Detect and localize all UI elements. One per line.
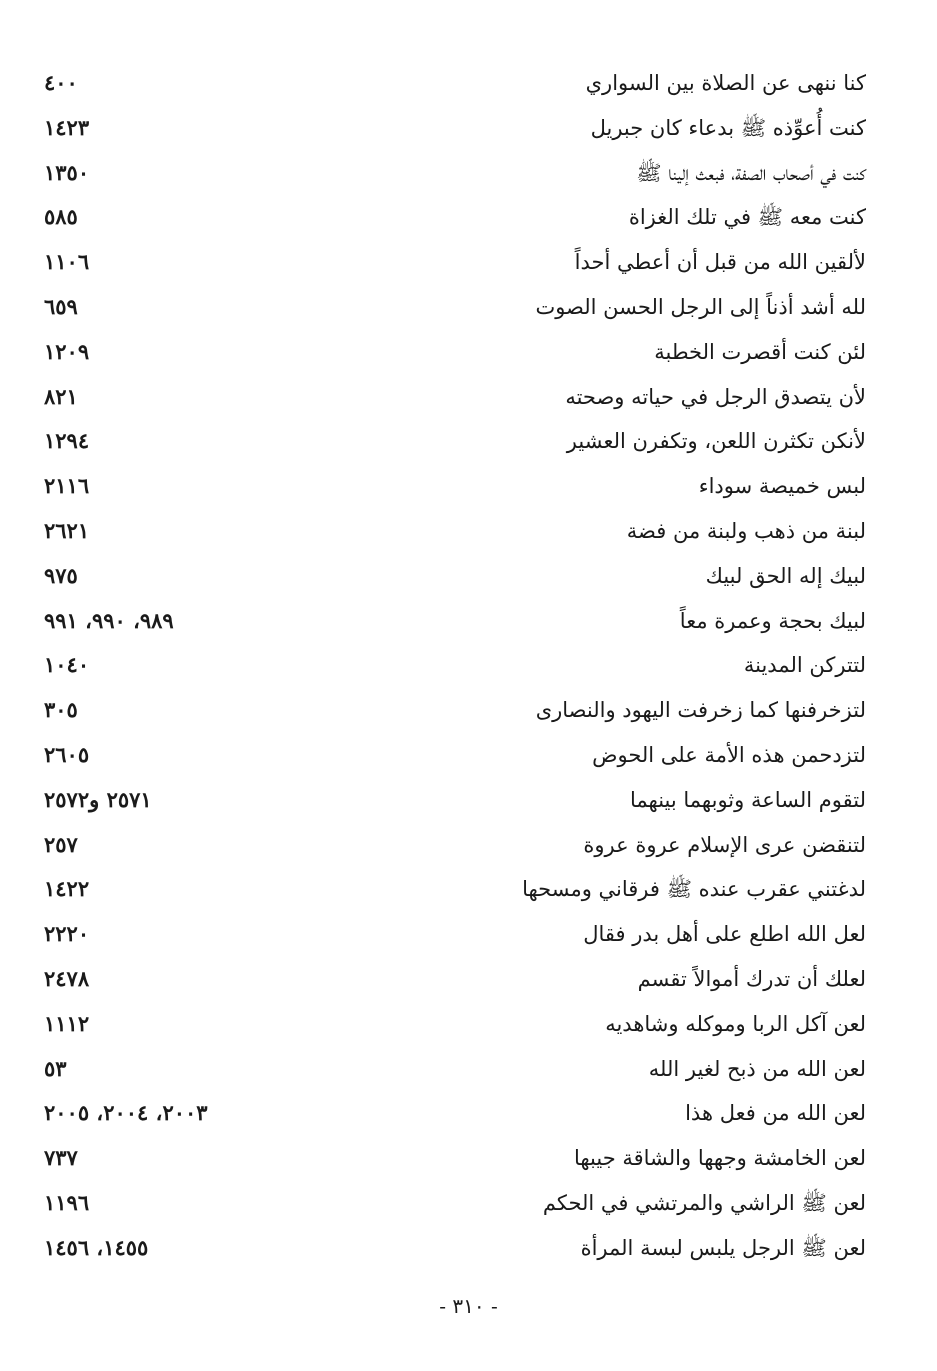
hadith-text: لتتركن المدينة <box>743 653 866 678</box>
index-entry <box>44 734 870 779</box>
hadith-number: ٧٣٧ <box>44 1145 78 1171</box>
hadith-text: لتزدحمن هذه الأمة على الحوض <box>592 742 866 767</box>
hadith-text: لعن ﷺ الراشي والمرتشي في الحكم <box>542 1190 866 1215</box>
hadith-number: ١٢٠٩ <box>44 338 90 364</box>
hadith-text: لدغتني عقرب عنده ﷺ فرقاني ومسحها <box>522 877 866 902</box>
index-entry <box>44 1227 870 1272</box>
hadith-number: ١١٩٦ <box>44 1189 90 1215</box>
hadith-text: لعن الله من ذبح لغير الله <box>648 1056 866 1081</box>
hadith-text: لتقوم الساعة وثوبهما بينهما <box>629 787 866 812</box>
page-number: - ٣١٠ - <box>439 1294 498 1318</box>
index-entry <box>44 555 870 600</box>
hadith-number: ٨٢١ <box>44 383 78 409</box>
hadith-text: لبس خميصة سوداء <box>698 474 866 499</box>
hadith-number: ١٠٤٠ <box>44 652 90 678</box>
hadith-number: ١٤٢٢ <box>44 876 90 902</box>
hadith-number: ١٤٢٣ <box>44 114 90 140</box>
index-entry <box>44 376 870 421</box>
hadith-text: لعن الخامشة وجهها والشاقة جيبها <box>573 1146 866 1171</box>
index-entry <box>44 644 870 689</box>
index-entry <box>44 779 870 824</box>
hadith-number: ٦٥٩ <box>44 293 78 319</box>
hadith-number: ٢٥٧١ و٢٥٧٢ <box>44 786 152 812</box>
hadith-number: ٩٨٩، ٩٩٠، ٩٩١ <box>44 607 174 633</box>
hadith-text: لتزخرفنها كما زخرفت اليهود والنصارى <box>535 698 866 723</box>
hadith-text: لعل الله اطلع على أهل بدر فقال <box>583 922 866 947</box>
hadith-text: لعن الله من فعل هذا <box>685 1101 866 1126</box>
index-entry <box>44 1092 870 1137</box>
index-entry <box>44 600 870 645</box>
hadith-number: ٢٤٧٨ <box>44 965 90 991</box>
index-entry <box>44 510 870 555</box>
hadith-number: ٢٠٠٣، ٢٠٠٤، ٢٠٠٥ <box>44 1100 208 1126</box>
hadith-number: ٩٧٥ <box>44 562 78 588</box>
hadith-number: ١٢٩٤ <box>44 428 90 454</box>
hadith-text: لألقين الله من قبل أن أعطي أحداً <box>574 250 866 275</box>
index-entry <box>44 196 870 241</box>
hadith-text: لأن يتصدق الرجل في حياته وصحته <box>565 384 866 409</box>
hadith-text: لله أشد أذناً إلى الرجل الحسن الصوت <box>535 294 866 319</box>
hadith-number: ١٣٥٠ <box>44 159 90 185</box>
index-entry <box>44 913 870 958</box>
hadith-text: كنت أُعوِّذه ﷺ بدعاء كان جبريل <box>590 115 866 140</box>
hadith-number: ٤٠٠ <box>44 70 78 95</box>
hadith-text: كنت في أصحاب الصفة، فبعث إلينا ﷺ <box>636 160 866 185</box>
hadith-text: لعلك أن تدرك أموالاً تقسم <box>637 966 866 991</box>
index-entry <box>44 62 870 107</box>
hadith-number: ٢٢٢٠ <box>44 921 90 947</box>
index-entry <box>44 868 870 913</box>
index-entry <box>44 107 870 152</box>
index-entry <box>44 824 870 869</box>
hadith-number: ٣٠٥ <box>44 697 78 723</box>
hadith-number: ٢٦٠٥ <box>44 741 90 767</box>
hadith-number: ٥٨٥ <box>44 204 78 230</box>
hadith-text: لبيك بحجة وعمرة معاً <box>679 608 866 633</box>
hadith-number: ٥٣ <box>44 1055 67 1081</box>
index-entry <box>44 241 870 286</box>
hadith-number: ١١١٢ <box>44 1010 90 1036</box>
index-entry <box>44 420 870 465</box>
index-entry <box>44 689 870 734</box>
index-entry <box>44 286 870 331</box>
hadith-text: لئن كنت أقصرت الخطبة <box>654 339 866 364</box>
hadith-number: ١٤٥٥، ١٤٥٦ <box>44 1234 149 1260</box>
hadith-number: ١١٠٦ <box>44 249 90 275</box>
index-entry <box>44 465 870 510</box>
hadith-text: لبنة من ذهب ولبنة من فضة <box>626 518 866 543</box>
index-entry <box>44 1137 870 1182</box>
hadith-text: كنا ننهى عن الصلاة بين السواري <box>585 71 866 95</box>
hadith-text: لعن آكل الربا وموكله وشاهديه <box>605 1011 866 1036</box>
index-entry <box>44 1182 870 1227</box>
index-entry <box>44 152 870 197</box>
hadith-number: ٢١١٦ <box>44 473 90 499</box>
hadith-text: لتنقضن عرى الإسلام عروة عروة <box>583 832 866 857</box>
hadith-text: لعن ﷺ الرجل يلبس لبسة المرأة <box>580 1235 866 1260</box>
hadith-number: ٢٥٧ <box>44 831 78 857</box>
index-entry <box>44 331 870 376</box>
hadith-number: ٢٦٢١ <box>44 517 90 543</box>
hadith-text: لبيك إله الحق لبيك <box>705 563 866 588</box>
hadith-text: كنت معه ﷺ في تلك الغزاة <box>628 205 866 230</box>
index-entry <box>44 958 870 1003</box>
hadith-text: لأنكن تكثرن اللعن، وتكفرن العشير <box>566 429 866 454</box>
hadith-index-list <box>44 62 870 1272</box>
index-entry <box>44 1048 870 1093</box>
index-entry <box>44 1003 870 1048</box>
